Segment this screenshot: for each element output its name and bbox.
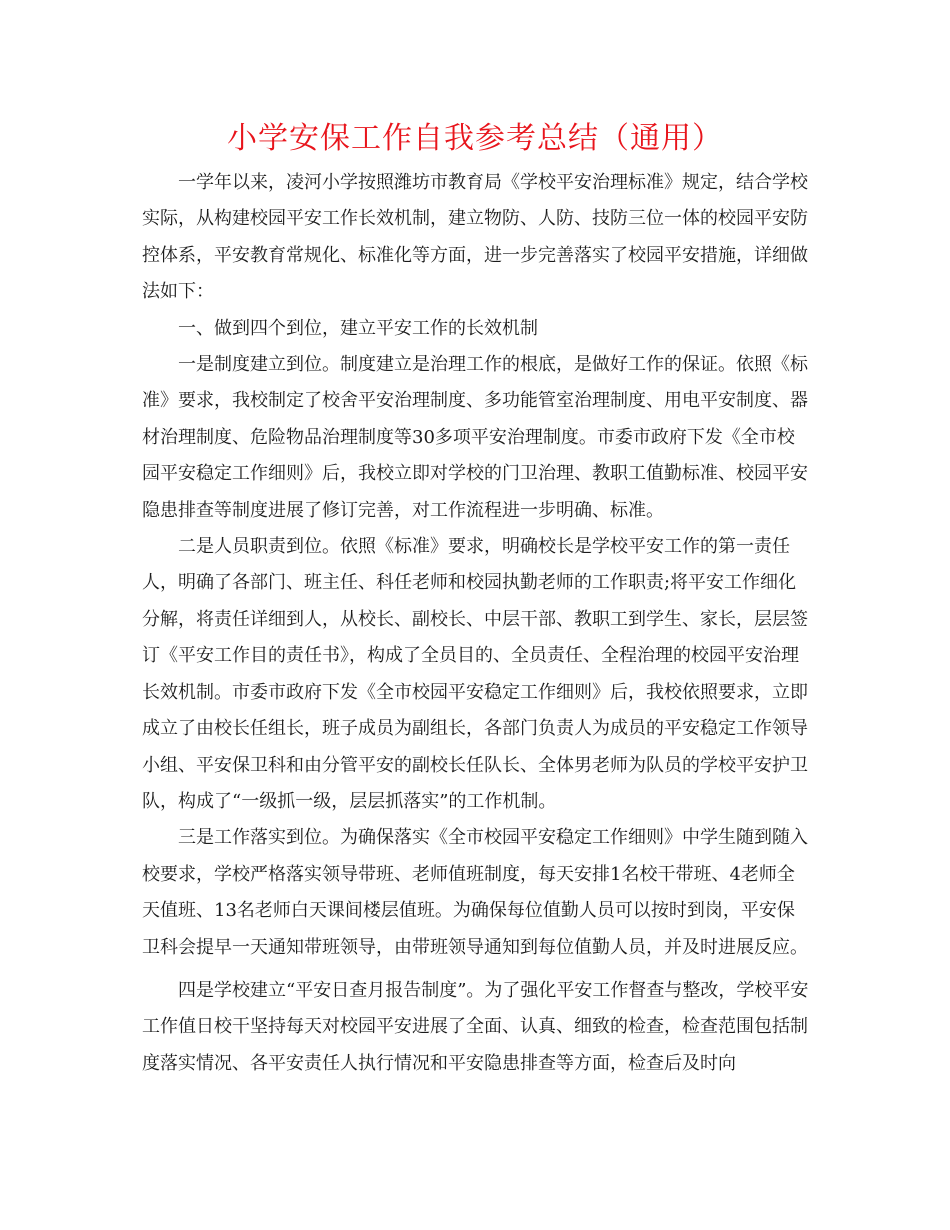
paragraph-system: 一是制度建立到位。制度建立是治理工作的根底，是做好工作的保证。依照《标准》要求，我校制定了校舍平安治理制度、多功能管室治理制度、用电平安制度、器材治理制度、危险物品治理制度等30多项平安治理制度。市委市政府下发《全市校园平安稳定工作细则》后，我校立即对学校的门卫治理、教职工值勤标准、校园平安隐患排查等制度进展了修订完善，对工作流程进一步明确、标准。 bbox=[142, 354, 808, 521]
paragraph-implementation: 三是工作落实到位。为确保落实《全市校园平安稳定工作细则》中学生随到随入校要求，学校严格落实领导带班、老师值班制度，每天安排1名校干带班、4老师全天值班、13名老师白天课间楼层值班。为确保每位值勤人员可以按时到岗，平安保卫科会提早一天通知带班领导，由带班领导通知到每位值勤人员，并及时进展反应。 bbox=[142, 827, 808, 958]
paragraph-personnel: 二是人员职责到位。依照《标准》要求，明确校长是学校平安工作的第一责任人，明确了各部门、班主任、科任老师和校园执勤老师的工作职责;将平安工作细化分解，将责任详细到人，从校长、副校长、中层干部、教职工到学生、家长，层层签订《平安工作目的责任书》，构成了全员目的、全员责任、全程治理的校园平安治理长效机制。市委市政府下发《全市校园平安稳定工作细则》后，我校依照要求，立即成立了由校长任组长，班子成员为副组长，各部门负责人为成员的平安稳定工作领导小组、平安保卫科和由分管平安的副校长任队长、全体男老师为队员的学校平安护卫队，构成了“一级抓一级，层层抓落实”的工作机制。 bbox=[142, 536, 808, 812]
paragraph-daily-check: 四是学校建立“平安日查月报告制度”。为了强化平安工作督查与整改，学校平安工作值日校干坚持每天对校园平安进展了全面、认真、细致的检查，检查范围包括制度落实情况、各平安责任人执行情况和平安隐患排查等方面，检查后及时向 bbox=[142, 979, 809, 1074]
section-heading: 一、做到四个到位，建立平安工作的长效机制 bbox=[178, 317, 538, 339]
document-title: 小学安保工作自我参考总结（通用） bbox=[227, 121, 723, 156]
paragraph-intro: 一学年以来，凌河小学按照潍坊市教育局《学校平安治理标准》规定，结合学校实际，从构建校园平安工作长效机制，建立物防、人防、技防三位一体的校园平安防控体系，平安教育常规化、标准化等方面，进一步完善落实了校园平安措施，详细做法如下： bbox=[142, 172, 808, 303]
document-body bbox=[142, 165, 812, 1082]
